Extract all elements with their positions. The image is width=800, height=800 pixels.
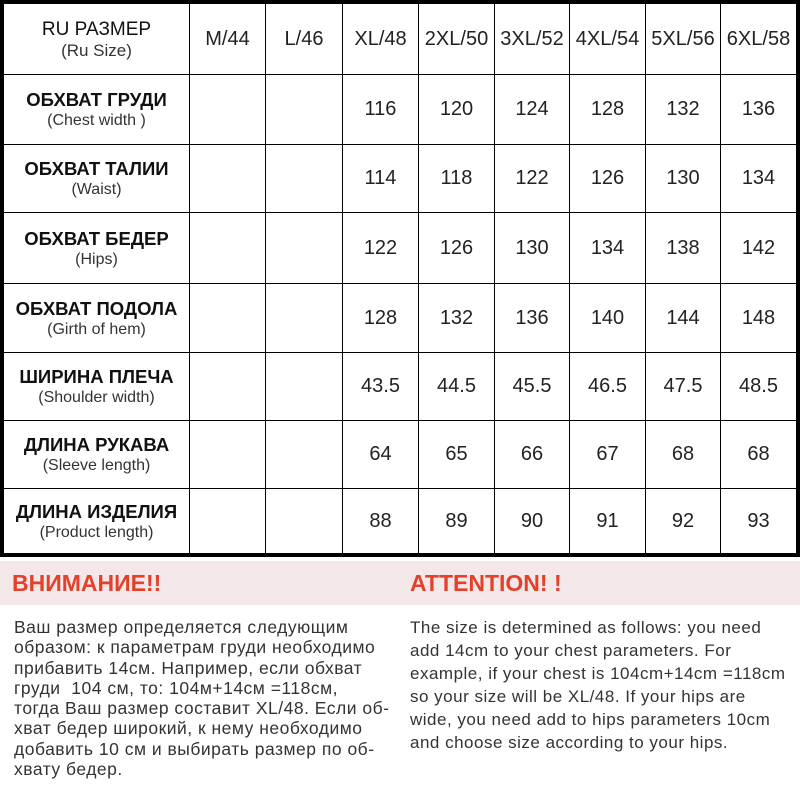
row-label-en: (Sleeve length) <box>42 457 151 474</box>
size-column-header <box>4 4 189 74</box>
value-cell: 148 <box>721 284 796 352</box>
row-label-ru: ОБХВАТ БЕДЕР <box>24 227 169 249</box>
value-cell: 88 <box>343 489 418 553</box>
size-header-4xl54: 4XL/54 <box>570 4 645 74</box>
row-label-hem <box>4 284 189 352</box>
value-cell: 66 <box>495 421 569 488</box>
value-cell: 43.5 <box>343 353 418 420</box>
value-cell: 44.5 <box>419 353 494 420</box>
row-label-ru: ДЛИНА ИЗДЕЛИЯ <box>15 500 178 522</box>
value-cell: 128 <box>343 284 418 352</box>
row-label-en: (Waist) <box>71 181 122 198</box>
value-cell <box>266 145 342 212</box>
value-cell: 118 <box>419 145 494 212</box>
value-cell <box>190 145 265 212</box>
value-cell: 138 <box>646 213 720 283</box>
value-cell: 130 <box>646 145 720 212</box>
value-cell: 90 <box>495 489 569 553</box>
value-cell: 120 <box>419 75 494 144</box>
attention-band <box>0 561 800 605</box>
value-cell: 92 <box>646 489 720 553</box>
size-header-l46: L/46 <box>266 4 342 74</box>
size-header-6xl58: 6XL/58 <box>721 4 796 74</box>
attention-title-en: ATTENTION! ! <box>410 570 562 596</box>
value-cell: 126 <box>419 213 494 283</box>
value-cell: 93 <box>721 489 796 553</box>
notice-line: тогда Ваш размер составит XL/48. Если об- <box>14 698 390 719</box>
value-cell <box>266 284 342 352</box>
size-chart-grid <box>4 4 796 553</box>
value-cell <box>190 353 265 420</box>
notice-line: example, if your chest is 104cm+14cm =118cm <box>410 664 786 683</box>
attention-title-ru: ВНИМАНИЕ!! <box>12 570 162 596</box>
size-header-m44: M/44 <box>190 4 265 74</box>
value-cell: 68 <box>721 421 796 488</box>
value-cell: 122 <box>495 145 569 212</box>
value-cell: 128 <box>570 75 645 144</box>
row-label-waist <box>4 145 189 212</box>
value-cell: 136 <box>721 75 796 144</box>
row-label-en: (Chest width ) <box>47 112 146 129</box>
notice-line: add 14cm to your chest parameters. For <box>410 641 732 660</box>
row-label-ru: ДЛИНА РУКАВА <box>23 434 170 455</box>
notice-line: so your size will be XL/48. If your hips are <box>410 687 746 706</box>
row-label-ru: ШИРИНА ПЛЕЧА <box>19 366 174 387</box>
notice-line: хват бедер широкий, к нему необходимо <box>14 718 363 739</box>
value-cell: 64 <box>343 421 418 488</box>
value-cell: 136 <box>495 284 569 352</box>
value-cell: 144 <box>646 284 720 352</box>
value-cell <box>190 284 265 352</box>
value-cell: 142 <box>721 213 796 283</box>
value-cell: 122 <box>343 213 418 283</box>
ru-size-label-en: (Ru Size) <box>61 40 132 60</box>
notice-line: прибавить 14см. Например, если обхват <box>14 657 363 678</box>
size-header-5xl56: 5XL/56 <box>646 4 720 74</box>
size-header-3xl52: 3XL/52 <box>495 4 569 74</box>
value-cell: 45.5 <box>495 353 569 420</box>
value-cell <box>190 75 265 144</box>
value-cell: 46.5 <box>570 353 645 420</box>
row-label-en: (Hips) <box>75 250 118 268</box>
notice-line: добавить 10 см и выбирать размер по об- <box>14 738 375 759</box>
value-cell: 140 <box>570 284 645 352</box>
value-cell: 114 <box>343 145 418 212</box>
notice-text-en <box>410 616 786 754</box>
value-cell: 132 <box>419 284 494 352</box>
value-cell <box>190 213 265 283</box>
value-cell: 67 <box>570 421 645 488</box>
size-header-xl48: XL/48 <box>343 4 418 74</box>
value-cell: 132 <box>646 75 720 144</box>
value-cell: 91 <box>570 489 645 553</box>
notice-line: хвату бедер. <box>14 759 123 780</box>
value-cell <box>266 213 342 283</box>
notice-line: wide, you need add to hips parameters 10cm <box>410 710 771 729</box>
value-cell: 130 <box>495 213 569 283</box>
value-cell: 68 <box>646 421 720 488</box>
value-cell: 89 <box>419 489 494 553</box>
notice-line: The size is determined as follows: you need <box>410 618 762 637</box>
row-label-chest <box>4 75 189 144</box>
value-cell: 134 <box>570 213 645 283</box>
row-label-en: (Shoulder width) <box>38 389 155 406</box>
value-cell <box>266 353 342 420</box>
row-label-hips <box>4 213 189 283</box>
value-cell: 116 <box>343 75 418 144</box>
value-cell: 65 <box>419 421 494 488</box>
row-label-sleeve <box>4 421 189 488</box>
value-cell: 134 <box>721 145 796 212</box>
notice-line: образом: к параметрам груди необходимо <box>14 637 376 658</box>
value-cell: 126 <box>570 145 645 212</box>
value-cell: 47.5 <box>646 353 720 420</box>
notice-text-ru <box>14 617 389 779</box>
row-label-ru: ОБХВАТ ПОДОЛА <box>15 297 178 319</box>
row-label-shoulder <box>4 353 189 420</box>
value-cell: 124 <box>495 75 569 144</box>
value-cell <box>266 489 342 553</box>
row-label-product-length <box>4 489 189 553</box>
value-cell <box>266 75 342 144</box>
row-label-ru: ОБХВАТ ТАЛИИ <box>24 158 169 179</box>
ru-size-label: RU РАЗМЕР <box>41 18 152 40</box>
row-label-en: (Girth of hem) <box>47 320 146 338</box>
value-cell: 48.5 <box>721 353 796 420</box>
size-header-2xl50: 2XL/50 <box>419 4 494 74</box>
row-label-ru: ОБХВАТ ГРУДИ <box>26 89 167 110</box>
value-cell <box>266 421 342 488</box>
value-cell <box>190 489 265 553</box>
value-cell <box>190 421 265 488</box>
notice-line: груди 104 см, то: 104м+14см =118см, <box>14 677 338 698</box>
notice-line: Ваш размер определяется следующим <box>14 617 349 637</box>
row-label-en: (Product length) <box>39 523 154 541</box>
notice-line: and choose size according to your hips. <box>410 733 729 752</box>
